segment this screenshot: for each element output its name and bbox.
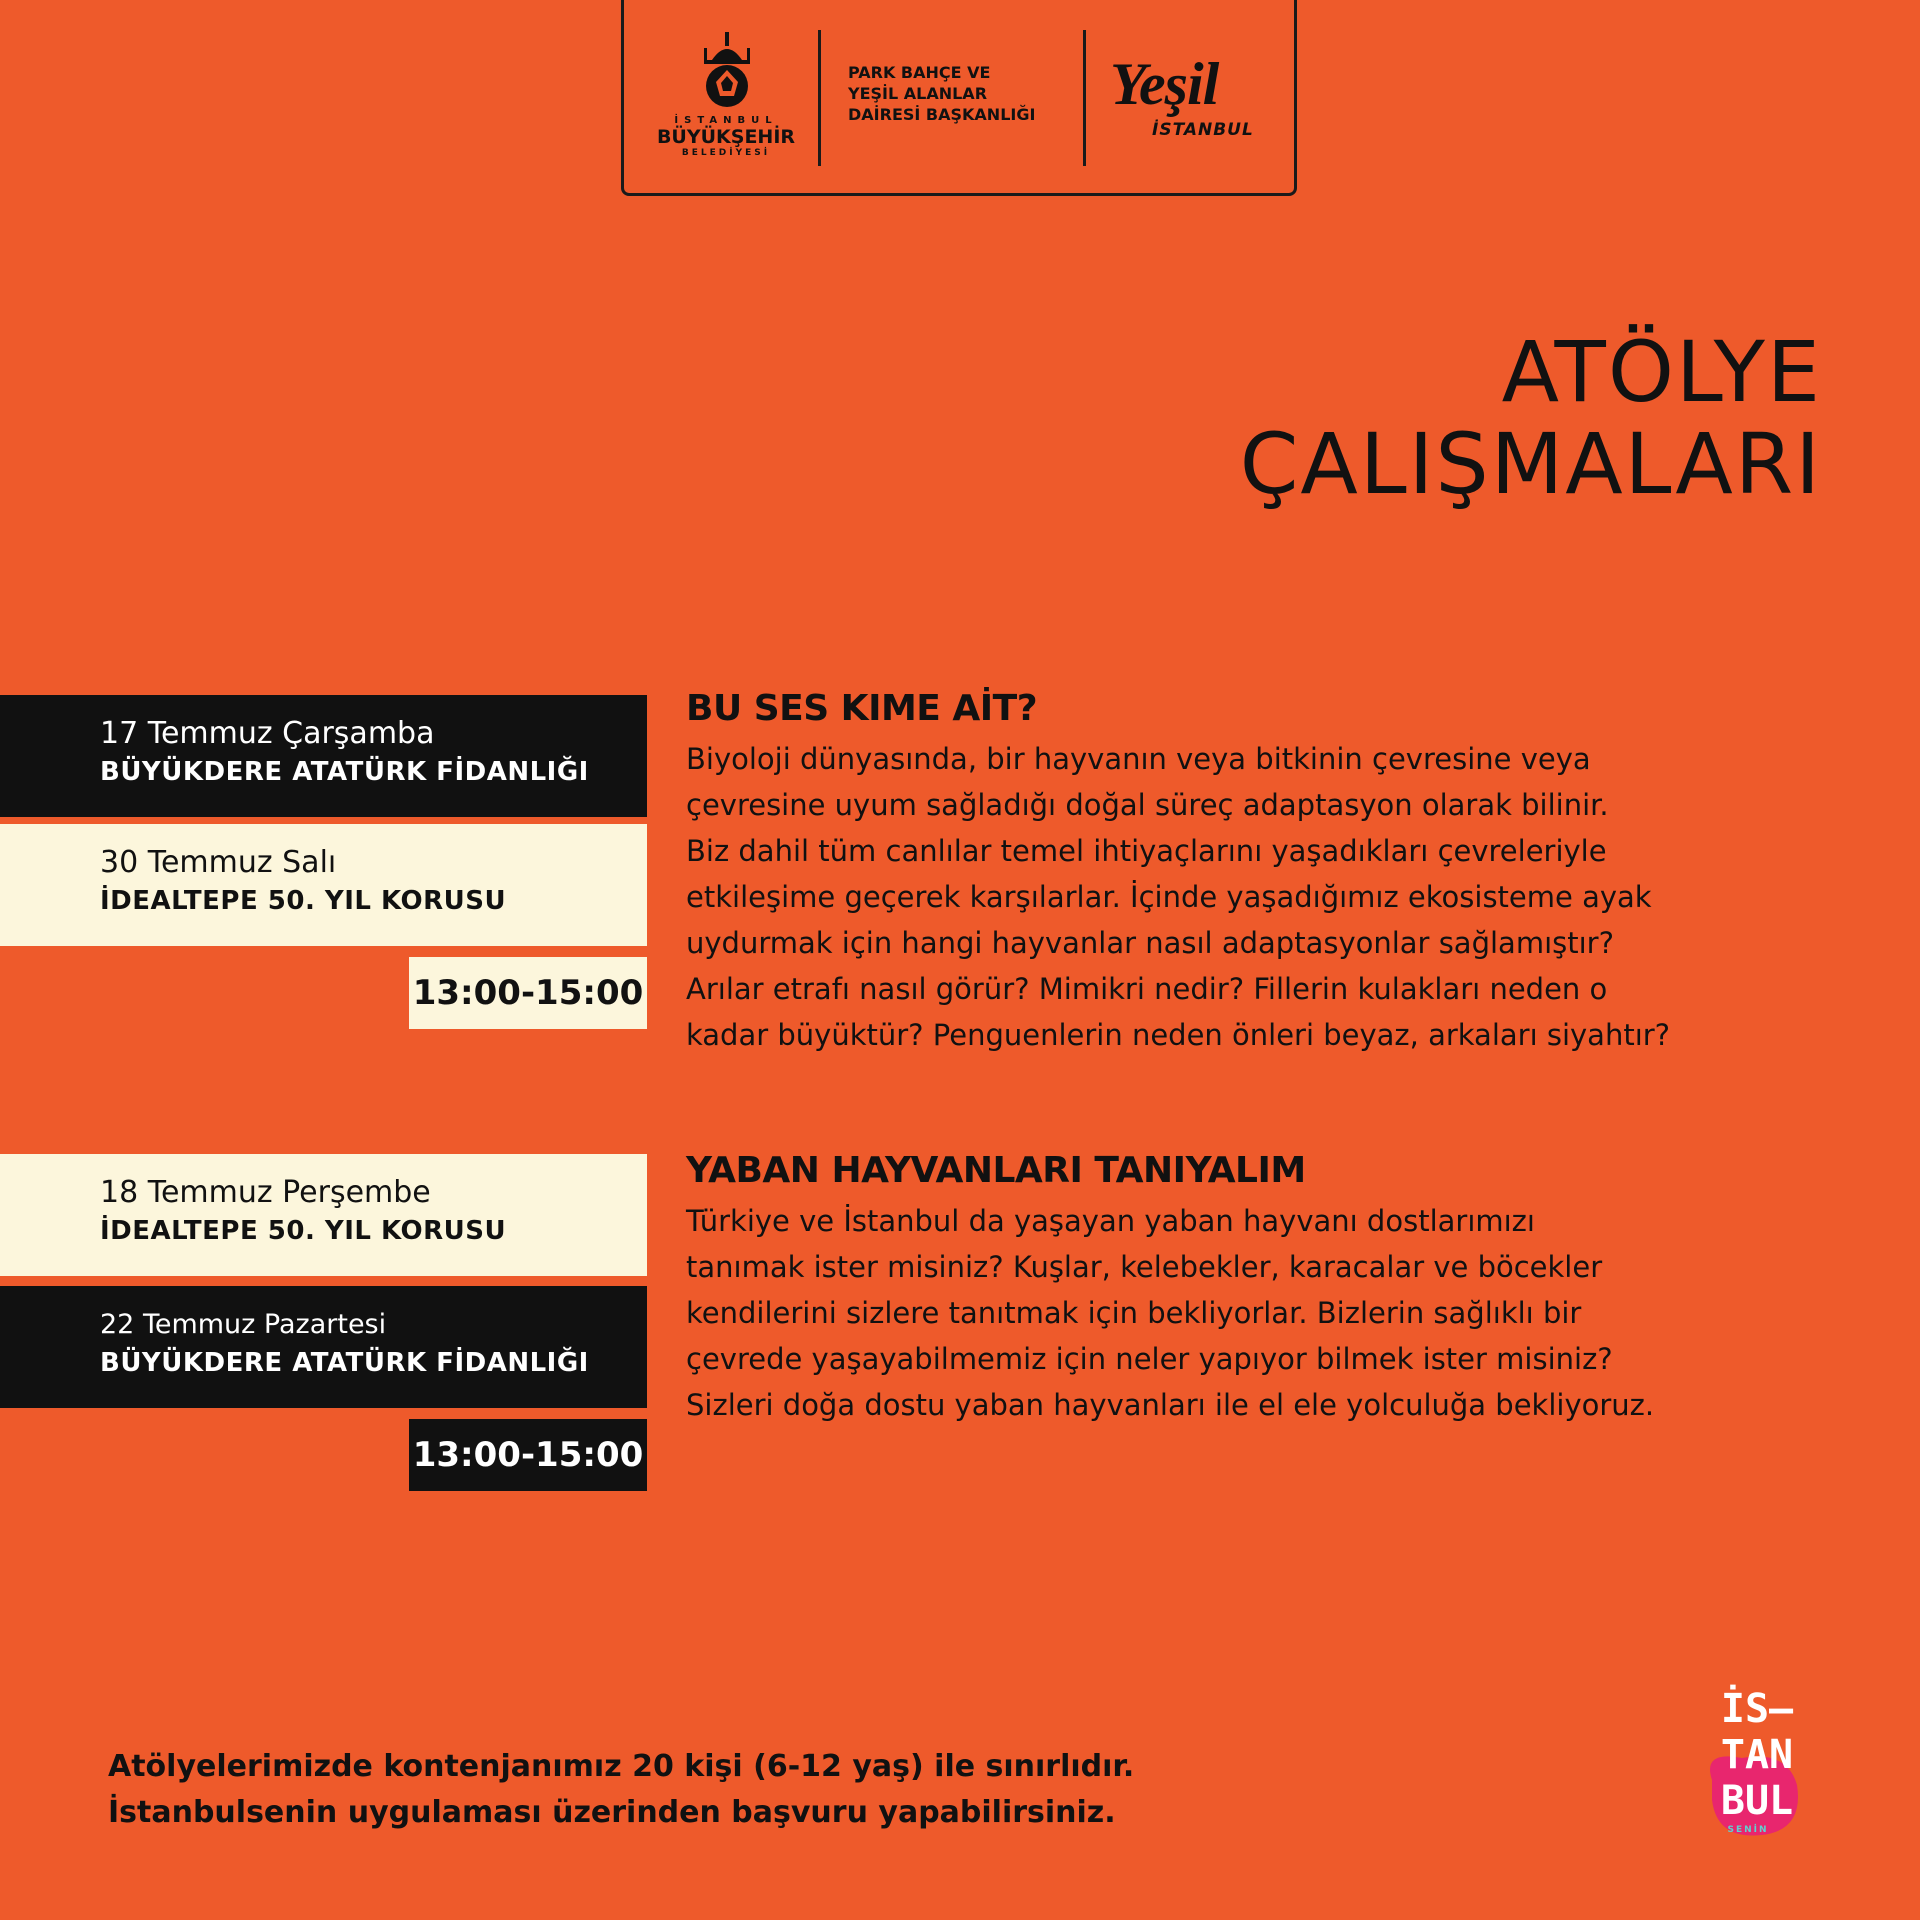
yesil-logo-sub: İSTANBUL — [1152, 120, 1254, 140]
session-time: 13:00-15:00 — [409, 1419, 647, 1491]
istanbul-senin-logo-icon — [1692, 1680, 1822, 1850]
session-date: 17 Temmuz Çarşamba — [100, 716, 435, 751]
session-place: BÜYÜKDERE ATATÜRK FİDANLIĞI — [100, 1348, 589, 1378]
ibb-line2: BÜYÜKŞEHİR — [656, 125, 796, 148]
session-place: İDEALTEPE 50. YIL KORUSU — [100, 886, 507, 916]
brand-row3: BUL — [1720, 1778, 1794, 1824]
description-line: Biz dahil tüm canlılar temel ihtiyaçlarını yaşadıkları çevreleriyle — [686, 834, 1607, 868]
description-line: Türkiye ve İstanbul da yaşayan yaban hayvanı dostlarımızı — [686, 1204, 1535, 1238]
description-line: kadar büyüktür? Penguenlerin neden önleri beyaz, arkaları siyahtır? — [686, 1018, 1671, 1052]
ibb-line3: BELEDİYESİ — [681, 148, 771, 159]
session-box — [0, 1286, 647, 1408]
header-divider — [818, 30, 821, 166]
description-line: kendilerini sizlere tanıtmak için bekliyorlar. Bizlerin sağlıklı bir — [686, 1296, 1582, 1330]
session-date: 22 Temmuz Pazartesi — [100, 1309, 387, 1340]
description-line: Arılar etrafı nasıl görür? Mimikri nedir? Fillerin kulakları neden o — [686, 972, 1608, 1006]
workshop-heading: BU SES KIME AİT? — [686, 688, 1038, 729]
ibb-line1: İSTANBUL — [674, 115, 778, 126]
session-date: 30 Temmuz Salı — [100, 845, 337, 880]
footer-note — [108, 1744, 1134, 1836]
page-title — [1239, 323, 1822, 513]
brand-tag: SENİN — [1727, 1825, 1769, 1835]
description-line: çevrede yaşayabilmemiz için neler yapıyor bilmek ister misiniz? — [686, 1342, 1613, 1376]
session-box — [0, 695, 647, 817]
session-time: 13:00-15:00 — [409, 957, 647, 1029]
ibb-wordmark — [656, 115, 796, 159]
description-line: tanımak ister misiniz? Kuşlar, kelebekler, karacalar ve böcekler — [686, 1250, 1603, 1284]
description-line: Sizleri doğa dostu yaban hayvanları ile el ele yolculuğa bekliyoruz. — [686, 1388, 1655, 1422]
department-name — [848, 62, 1058, 125]
description-line: Biyoloji dünyasında, bir hayvanın veya bitkinin çevresine veya — [686, 742, 1591, 776]
workshop-heading: YABAN HAYVANLARI TANIYALIM — [686, 1150, 1306, 1191]
title-line1: ATÖLYE — [1501, 323, 1822, 421]
yesil-logo-word: Yeşil — [1110, 51, 1219, 117]
session-date: 18 Temmuz Perşembe — [100, 1175, 431, 1210]
dept-line: DAİRESİ BAŞKANLIĞI — [848, 105, 1036, 124]
session-place: İDEALTEPE 50. YIL KORUSU — [100, 1216, 507, 1246]
footer-line1: Atölyelerimizde kontenjanımız 20 kişi (6-12 yaş) ile sınırlıdır. — [108, 1749, 1135, 1784]
session-box — [0, 824, 647, 946]
workshop-description — [686, 736, 1836, 1058]
description-line: uydurmak için hangi hayvanlar nasıl adaptasyonlar sağlamıştır? — [686, 926, 1614, 960]
description-line: çevresine uyum sağladığı doğal süreç adaptasyon olarak bilinir. — [686, 788, 1609, 822]
dept-line: PARK BAHÇE VE — [848, 63, 991, 82]
title-line2: ÇALIŞMALARI — [1239, 415, 1822, 513]
footer-line2: İstanbulsenin uygulaması üzerinden başvuru yapabilirsiniz. — [108, 1795, 1116, 1830]
description-line: etkileşime geçerek karşılarlar. İçinde yaşadığımız ekosisteme ayak — [686, 880, 1652, 914]
workshop-description — [686, 1198, 1836, 1428]
header-divider — [1083, 30, 1086, 166]
session-place: BÜYÜKDERE ATATÜRK FİDANLIĞI — [100, 757, 589, 787]
ibb-emblem-icon — [690, 30, 764, 112]
brand-row2: TAN — [1720, 1732, 1794, 1778]
dept-line: YEŞİL ALANLAR — [848, 84, 988, 103]
brand-row1: İS– — [1720, 1686, 1794, 1732]
session-box — [0, 1154, 647, 1276]
